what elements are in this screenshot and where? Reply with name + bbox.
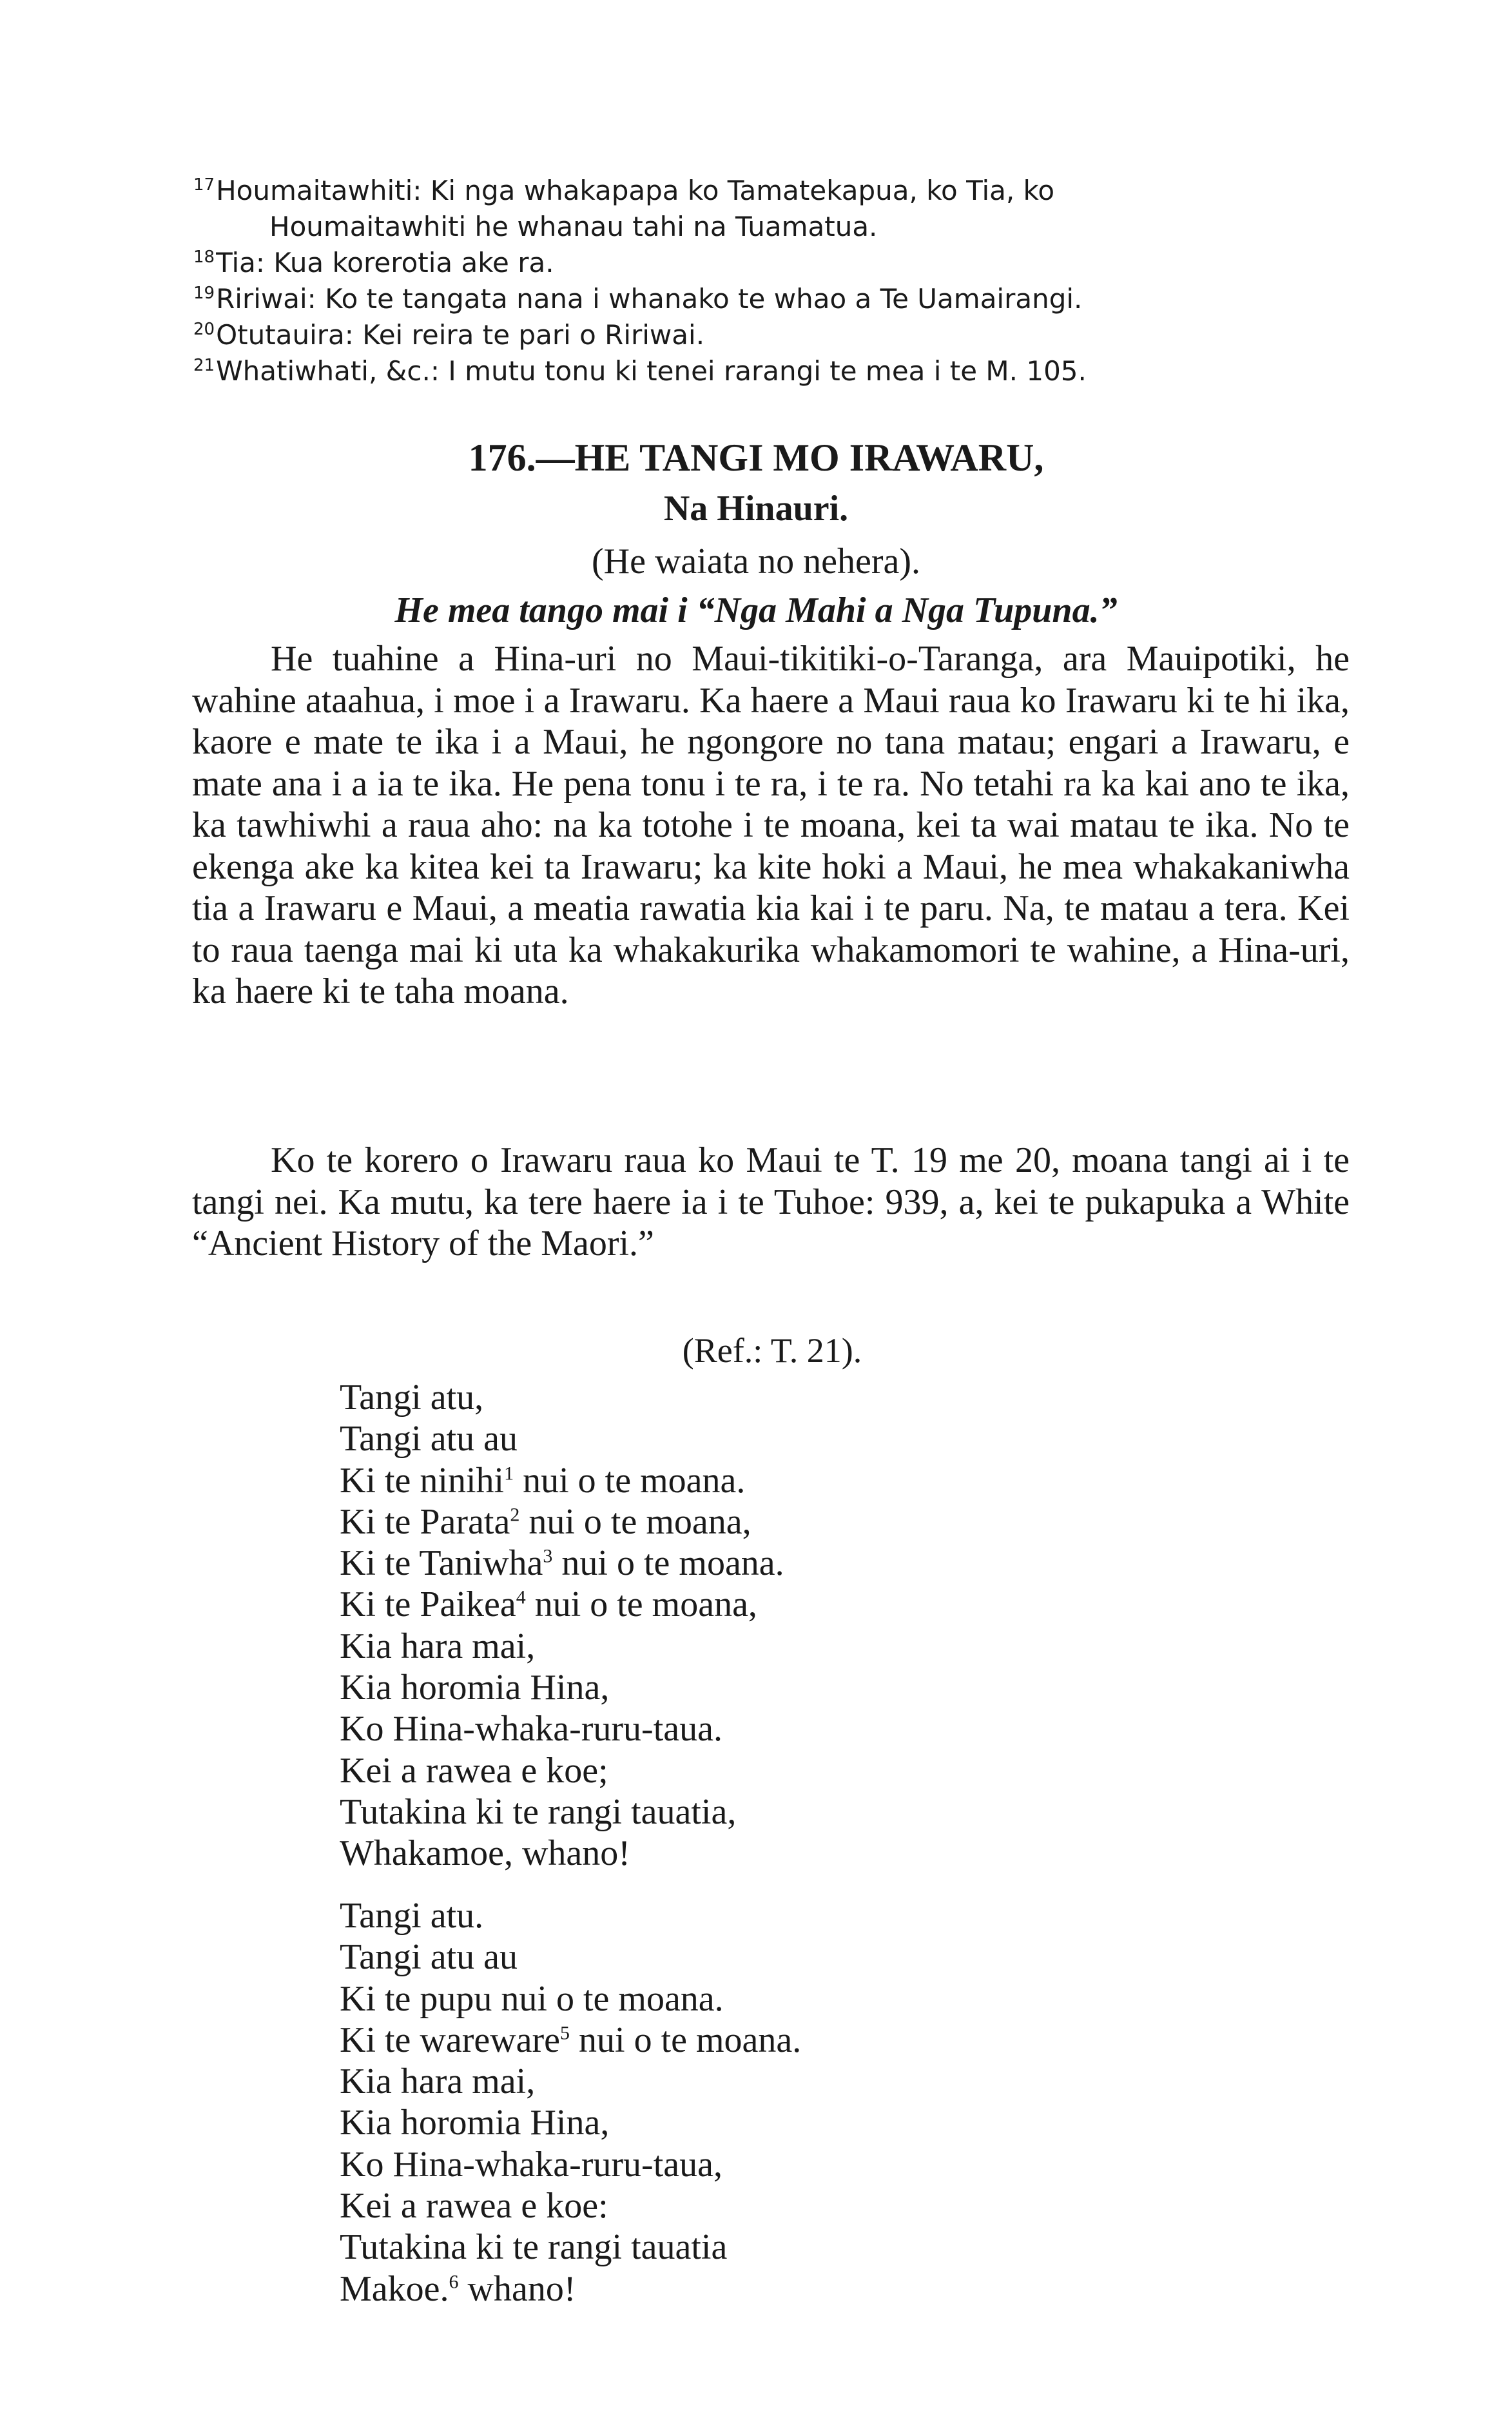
stanza-2 bbox=[340, 1895, 1306, 2310]
verse-line: Kia horomia Hina, bbox=[340, 2103, 610, 2143]
footnote-marker: 6 bbox=[449, 2271, 459, 2293]
footnote-marker: 3 bbox=[543, 1545, 553, 1567]
verse-line: Whakamoe, whano! bbox=[340, 1833, 630, 1874]
verse-line: Ki te Paikea$^4$ nui o te moana, bbox=[340, 1584, 757, 1625]
footnotes-block bbox=[193, 173, 1353, 389]
song-subtitle: (He waiata no nehera). bbox=[592, 541, 920, 581]
verse-line: Ki te pupu nui o te moana. bbox=[340, 1978, 724, 2019]
verse-line: Ko Hina-whaka-ruru-taua, bbox=[340, 2144, 722, 2185]
footnote-17-continuation: Houmaitawhiti he whanau tahi na Tuamatua. bbox=[269, 211, 878, 242]
verse-line: Tangi atu, bbox=[340, 1378, 484, 1417]
verse-line: Kia hara mai, bbox=[340, 2061, 536, 2102]
song-author: Na Hinauri. bbox=[663, 489, 849, 529]
verse-line: Makoe.$^6$ whano! bbox=[340, 2268, 576, 2309]
footnote-marker: 5 bbox=[560, 2022, 570, 2044]
intro-paragraph-2: Ko te korero o Irawaru raua ko Maui te T. 19 me 20, moana tangi ai i te tangi nei. Ka mutu, ka tere haere ia i te Tuhoe: 939, a, kei te pukapuka a White “Ancient History of the Maori.” bbox=[192, 1140, 1350, 1263]
stanza-1 bbox=[340, 1377, 1306, 1875]
verse-line: Tutakina ki te rangi tauatia bbox=[340, 2227, 728, 2268]
verse-line: Ki te ninihi$^1$ nui o te moana. bbox=[340, 1460, 746, 1501]
song-source: He mea tango mai i “Nga Mahi a Nga Tupuna.” bbox=[394, 590, 1118, 630]
verse-line: Tangi atu au bbox=[340, 1937, 518, 1978]
footnote-marker: 2 bbox=[510, 1504, 520, 1526]
verse-line: Kei a rawea e koe: bbox=[340, 2186, 608, 2226]
verse-line: Kia horomia Hina, bbox=[340, 1668, 610, 1708]
verse-line: Ki te Parata$^2$ nui o te moana, bbox=[340, 1501, 751, 1542]
verse-line: Tutakina ki te rangi tauatia, bbox=[340, 1791, 737, 1832]
verse-line: Kia hara mai, bbox=[340, 1626, 536, 1666]
footnote-19: $^{19}$Ririwai: Ko te tangata nana i whanako te whao a Te Uamairangi. bbox=[193, 283, 1083, 315]
footnote-17: $^{17}$Houmaitawhiti: Ki nga whakapapa ko Tamatekapua, ko Tia, ko bbox=[193, 175, 1055, 206]
verse-line: Ki te wareware$^5$ nui o te moana. bbox=[340, 2020, 802, 2060]
footnote-marker: 1 bbox=[504, 1462, 514, 1484]
intro-paragraph-1: He tuahine a Hina-uri no Maui-tikitiki-o-Taranga, ara Mauipotiki, he wahine ataahua, i moe i a Irawaru. Ka haere a Maui raua ko Irawaru ki te hi ika, kaore e mate te ika i a Maui, he ngongore no tana matau; engari a Irawaru, e mate ana i a ia te ika. He pena tonu i te ra, i te ra. No tetahi ra ka kai ano te ika, ka tawhiwhi a raua aho: na ka totohe i te moana, kei ta wai matau te ika. No te ekenga ake ka kitea kei ta Irawaru; ka kite hoki a Maui, he mea whakakaniwha tia a Irawaru e Maui, a meatia rawatia kia kai i te paru. Na, te matau a tera. Kei to raua taenga mai ki uta ka whakakurika whakamomori te wahine, a Hina-uri, ka haere ki te taha moana. bbox=[192, 639, 1350, 1011]
footnote-marker: 4 bbox=[516, 1586, 526, 1608]
verse-line: Ko Hina-whaka-ruru-taua. bbox=[340, 1709, 722, 1749]
footnote-21: $^{21}$Whatiwhati, &c.: I mutu tonu ki tenei rarangi te mea i te M. 105. bbox=[193, 355, 1087, 387]
footnote-20: $^{20}$Otutauira: Kei reira te pari o Ririwai. bbox=[193, 319, 705, 351]
song-title: 176.—HE TANGI MO IRAWARU, bbox=[468, 436, 1044, 479]
verse-line: Kei a rawea e koe; bbox=[340, 1750, 608, 1791]
verse-line: Tangi atu au bbox=[340, 1419, 518, 1459]
verse-line: Ki te Taniwha$^3$ nui o te moana. bbox=[340, 1543, 784, 1584]
verse-line: Tangi atu. bbox=[340, 1896, 484, 1936]
footnote-18: $^{18}$Tia: Kua korerotia ake ra. bbox=[193, 247, 554, 278]
reference-line: (Ref.: T. 21). bbox=[682, 1331, 862, 1370]
